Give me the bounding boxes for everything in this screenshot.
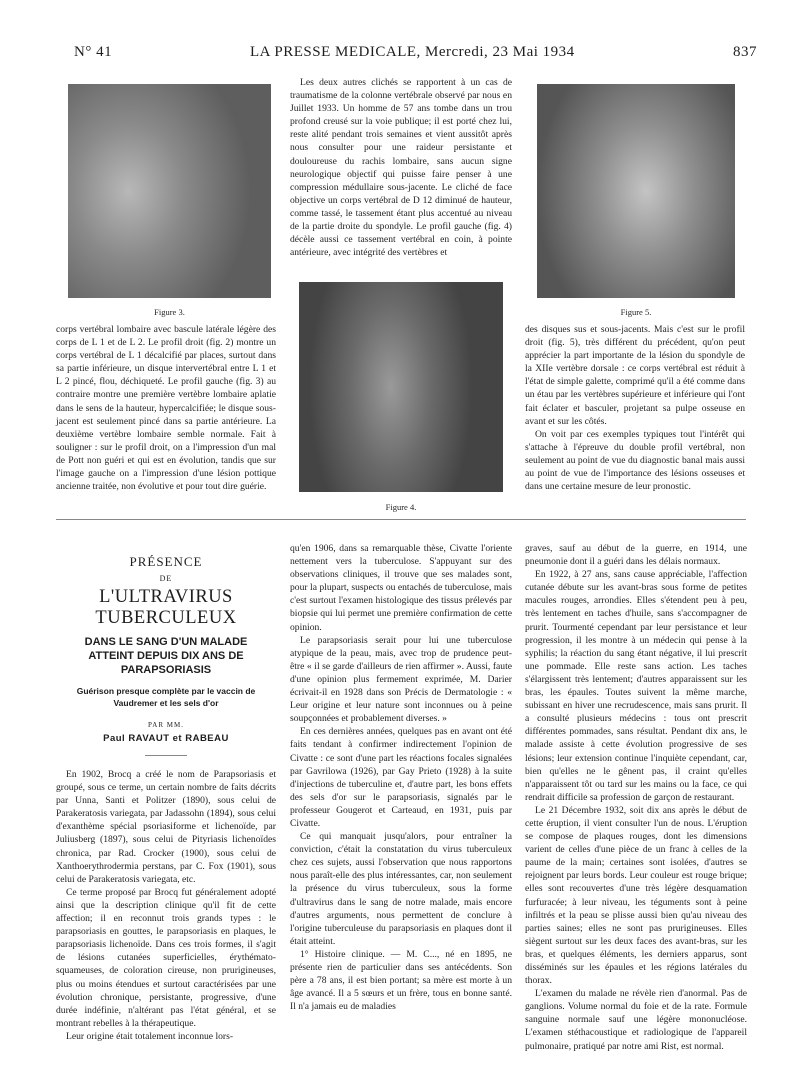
paragraph: Les deux autres clichés se rapportent à un cas de traumatisme de la colonne vertébrale observé par nous en Juillet 1933. Un homme de 57 ans tombe dans un trou profond creusé sur la voie publique; il est porté chez lui, reste alité pendant trois semaines et vient aussitôt après nous consulter pour une raideur persistante et douloureuse du rachis lombaire, sans aucun signe neurologique objectif qui puisse faire penser à une compression médullaire sous-jacente. Le cliché de face objective un corps vertébral de D 12 diminué de hauteur, comme tassé, le tassement étant plus accentué au niveau de la partie droite du spondyle. Le profil gauche (fig. 4) décèle aussi ce tassement vertébral en coin, à pointe antérieure, avec intégrité des vertèbres et bbox=[290, 77, 512, 259]
figure-4-radiograph bbox=[299, 282, 503, 492]
issue-number: N° 41 bbox=[74, 44, 113, 60]
article-subtitle-2: Guérison presque complète par le vaccin de Vaudremer et les sels d'or bbox=[76, 686, 256, 708]
paragraph: En 1902, Brocq a créé le nom de Parapsoriasis et groupé, sous ce terme, un certain nombre de faits décrits par Unna, Santi et Politzer (1890), sous celui de Parakeratosis variegata, par Jadassohn (1894), sous celui d'exanthème spécial psoriasiforme et lichenoïde, par Juliusberg (1897), sous celui de Pityriasis lichenoïdes chronica, par Rad. Crocker (1900), sous celui de Xanthoerythrodermia perstans, par C. Fox (1901), sous celui de Parakeratosis variegata, etc. bbox=[56, 769, 276, 885]
paragraph: 1° Histoire clinique. — M. C..., né en 1895, ne présente rien de particulier dans ses antécédents. Son père a 78 ans, il est bien portant; sa mère est morte à un âge avancé. Il a 5 sœurs et un frère, tous en bonne santé. Il n'a jamais eu de maladies bbox=[290, 948, 512, 1013]
figure-5-radiograph bbox=[537, 84, 735, 298]
paragraph: L'examen du malade ne révèle rien d'anormal. Pas de ganglions. Volume normal du foie et de la rate. Formule sanguine normale sauf une légère mononucléose. L'examen stéthacoustique et radiologique de l'appareil pulmonaire, pratiqué par notre ami Rist, est normal. bbox=[525, 988, 747, 1052]
title-presence: PRÉSENCE bbox=[129, 554, 203, 569]
article-column-2 bbox=[290, 542, 512, 1013]
paragraph: corps vertébral lombaire avec bascule latérale légère des corps de L 1 et de L 2. Le profil droit (fig. 2) montre un corps vertébral de L 1 décalcifié par places, surtout dans sa partie inférieure, un disque intervertébral entre L 1 et L 2 pincé, flou, déchiqueté. Le profil gauche (fig. 3) au contraire montre une première vertèbre lombaire aplatie dans le sens de la hauteur, hypercalcifiée; le disque sous-jacent est seulement pincé dans sa partie antérieure. La deuxième vertèbre lombaire semble normale. Fait à souligner : sur le profil droit, on a l'impression d'un mal de Pott non guéri et qui est en évolution, tandis que sur l'image gauche on a l'impression d'une lésion pottique ancienne traitée, non évolutive et pour tout dire guérie. bbox=[56, 324, 276, 493]
article-title-block bbox=[56, 554, 276, 744]
top-left-column bbox=[56, 323, 276, 493]
paragraph: Ce qui manquait jusqu'alors, pour entraîner la conviction, c'était la constatation du virus tuberculeux chez ces sujets, aussi l'observation que nous rapportons nous paraît-elle des plus intéressantes, car, non seulement la présence du virus tuberculeux, sous la forme d'ultravirus dans le sang de notre malade, mais encore d'autres arguments, nous permettent de conclure à l'origine tuberculeuse du parapsoriasis en plaques dont il était atteint. bbox=[290, 831, 512, 947]
title-rule bbox=[145, 755, 187, 756]
paragraph: des disques sus et sous-jacents. Mais c'est sur le profil droit (fig. 5), très différent du précédent, qu'on peut apprécier la part importante de la lésion du spondyle de la XIIe vertèbre dorsale : ce corps vertébral est réduit à l'état de simple galette, comprimé qu'il a été comme dans un étau par les vertèbres supérieure et inférieure qui l'ont fait éclater et basculer, projetant sa pulpe osseuse en avant et sur les côtés. bbox=[525, 324, 745, 427]
journal-title: LA PRESSE MEDICALE, Mercredi, 23 Mai 1934 bbox=[250, 44, 575, 60]
paragraph: Leur origine était totalement inconnue lors- bbox=[66, 1030, 234, 1042]
paragraph: En 1922, à 27 ans, sans cause appréciable, l'affection cutanée débute sur les avant-bras sous forme de petites macules rouges, arrondies. Elles s'étendent peu à peu, très lentement en taches d'huile, sans s'accompagner de prurit. Tourmenté cependant par leur persistance et leur progression, il les montre à un médecin qui pense à la syphilis; la réaction du sang étant négative, il lui prescrit une pommade. Elle reste sans action. Les taches s'élargissent très lentement; d'autres apparaissent sur les bras, les épaules. Toutes suivent la même marche, subissant en hiver une recrudescence, mais sans prurit. Il a consulté plusieurs médecins : tous ont prescrit différentes pommades, sans résultat. Pendant dix ans, le malade assiste à cette évolution progressive de ses lésions; leur extension continue l'inquiète cependant, car, bien qu'elles ne le gênent pas, il craint qu'elles n'apparaissent tôt ou tard sur les mains ou la face, ce qui rendrait difficile sa profession de garçon de restaurant. bbox=[525, 569, 747, 803]
section-divider bbox=[56, 519, 746, 520]
paragraph: graves, sauf au début de la guerre, en 1914, une pneumonie dont il a guéri dans les délais normaux. bbox=[525, 543, 747, 568]
article-main-title: L'ULTRAVIRUS TUBERCULEUX bbox=[95, 587, 237, 628]
article-column-1 bbox=[56, 768, 276, 1043]
article-subtitle: DANS LE SANG D'UN MALADE ATTEINT DEPUIS DIX ANS DE PARAPSORIASIS bbox=[84, 636, 248, 676]
paragraph: Ce terme proposé par Brocq fut généralement adopté ainsi que la description clinique qu'il fit de cette affection; il en reconnut trois grands types : le parapsoriasis en gouttes, le parapsoriasis en plaques, le parapsoriasis lichenoïde. Dans ces trois formes, il s'agit de lésions cutanées superficielles, érythémato-squameuses, de coloration cireuse, non prurigineuses, plus ou moins étendues et surtout caractérisées par une évolution chronique, persistante, progressive, d'une durée indéfinie, n'altérant pas l'état général, et se montrant rebelles à la thérapeutique. bbox=[56, 886, 276, 1029]
paragraph: Le parapsoriasis serait pour lui une tuberculose atypique de la peau, mais, avec trop de prudence peut-être « il se garde d'ailleurs de rien affirmer ». Aussi, faute d'une opinion plus fermement exprimée, M. Darier écrivait-il en 1928 dans son Précis de Dermatologie : « Leur origine et leur nature sont inconnues ou à peine soupçonnées et probablement diverses. » bbox=[290, 634, 512, 725]
article-authors: Paul RAVAUT et RABEAU bbox=[103, 733, 229, 744]
figure-3-caption: Figure 3. bbox=[154, 307, 185, 317]
top-middle-column bbox=[290, 76, 512, 259]
page-number: 837 bbox=[733, 44, 757, 60]
authors-par: PAR MM. bbox=[148, 721, 184, 729]
figure-4-caption: Figure 4. bbox=[385, 502, 417, 512]
top-right-column bbox=[525, 323, 745, 493]
title-de: DE bbox=[159, 574, 173, 583]
paragraph: Le 21 Décembre 1932, soit dix ans après le début de cette éruption, il vient consulter l'un de nous. L'éruption se compose de plaques rouges, dont les dimensions varient de celles d'une pièce de un franc à celles de la paume de la main; certaines sont isolées, d'autres se rejoignent par leurs bords. Leur couleur est rouge brique; elles sont recouvertes d'une très légère desquamation furfuracée; à leur niveau, les téguments sont à peine infiltrés et la peau se plisse aussi bien qu'au niveau des parties saines; elles ne sont pas prurigineuses. Elles siègent surtout sur les deux faces des avant-bras, sur les bras, et quelques éléments, les derniers apparus, sont disséminés sur les épaules et les régions latérales du thorax. bbox=[525, 804, 747, 987]
paragraph: qu'en 1906, dans sa remarquable thèse, Civatte l'oriente nettement vers la tuberculose. S'appuyant sur des observations cliniques, il trouve que ses malades sont, pour la plupart, suspects ou entachés de tuberculose, mais c'est surtout l'examen histologique des tissus prélevés par biopsie qui lui permet une première confirmation de cette opinion. bbox=[290, 543, 512, 633]
paragraph: En ces dernières années, quelques pas en avant ont été faits tendant à confirmer indirectement l'opinion de Civatte : ce sont d'une part les réactions focales signalées par Gavrilowa (1926), par Gay Prieto (1928) à la suite d'injections de tuberculine et, d'autre part, les bons effets des sels d'or sur le parapsoriasis, signalés par le professeur Gougerot et Carteaud, en 1931, puis par Civatte. bbox=[290, 726, 512, 829]
figure-3-radiograph bbox=[68, 84, 271, 298]
article-column-3 bbox=[525, 542, 747, 1053]
figure-5-caption: Figure 5. bbox=[620, 307, 652, 317]
page-header bbox=[0, 44, 800, 64]
paragraph: On voit par ces exemples typiques tout l'intérêt qui s'attache à l'épreuve du double profil vertébral, non seulement au point de vue du diagnostic banal mais aussi au point de vue de l'importance des lésions osseuses et dans une certaine mesure de leur pronostic. bbox=[525, 428, 745, 493]
